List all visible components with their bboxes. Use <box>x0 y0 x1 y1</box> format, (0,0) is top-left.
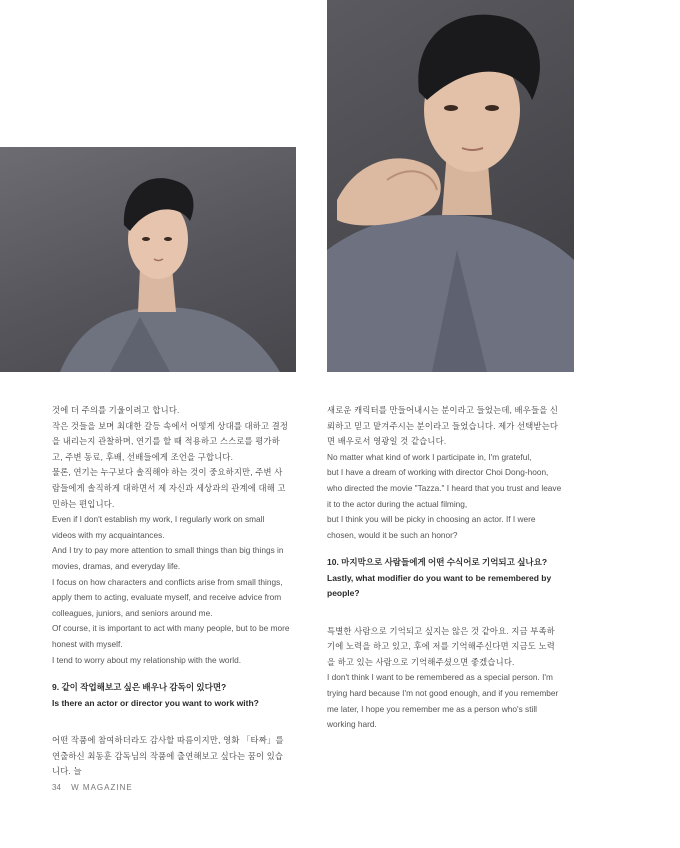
portrait-photo-left <box>0 147 296 372</box>
portrait-illustration-right <box>327 0 574 372</box>
paragraph-en: Of course, it is important to act with many people, but to be more honest with myself. <box>52 623 290 649</box>
portrait-illustration-left <box>0 147 296 372</box>
page-footer <box>52 783 133 792</box>
answer-9-ko: 어떤 작품에 참여하더라도 감사할 따름이지만, 영화 「타짜」를 연출하신 최동훈 감독님의 작품에 출연해보고 싶다는 꿈이 있습니다. 늘 <box>52 734 284 777</box>
question-9-en: Is there an actor or director you want to work with? <box>52 697 259 708</box>
text-column-left <box>52 403 290 780</box>
paragraph-en: I focus on how characters and conflicts arise from small things, apply them to acting, evaluate myself, and receive advice from colleagues, juniors, and seniors around me. <box>52 576 283 618</box>
page-number: 34 <box>52 783 61 792</box>
paragraph-ko: 작은 것들을 보며 최대한 갈등 속에서 어떻게 상대를 대하고 결정을 내리는지 관찰하며, 연기를 할 때 적용하고 스스로를 평가하고, 주변 동료, 후배, 선배들에게 조언을 구합니다. <box>52 420 289 462</box>
answer-9-en: No matter what kind of work I participate in, I'm grateful, <box>327 451 532 462</box>
question-9-ko: 9. 같이 작업해보고 싶은 배우나 감독이 있다면? <box>52 682 227 693</box>
answer-9-en: but I have a dream of working with director Choi Dong-hoon, who directed the movie "Tazza." I heard that you trust and leave it to the actor during the actual filming, <box>327 467 562 509</box>
question-10-en: Lastly, what modifier do you want to be remembered by people? <box>327 572 552 599</box>
paragraph-en: Even if I don't establish my work, I regularly work on small videos with my acquaintances. <box>52 514 265 540</box>
paragraph-en: I tend to worry about my relationship with the world. <box>52 654 242 665</box>
paragraph-en: And I try to pay more attention to small things than big things in movies, dramas, and everyday life. <box>52 545 284 571</box>
paragraph-ko: 물론, 연기는 누구보다 솔직해야 하는 것이 중요하지만, 주변 사람들에게 솔직하게 대하면서 제 자신과 세상과의 관계에 대해 고민하는 편입니다. <box>52 467 286 509</box>
paragraph-ko: 것에 더 주의를 기울이려고 합니다. <box>52 405 180 415</box>
magazine-name: W MAGAZINE <box>71 783 133 792</box>
answer-10-en: I don't think I want to be remembered as a special person. I'm trying hard because I'm not good enough, and if you remember me later, I hope you remember me as a person who's still working hard. <box>327 672 559 730</box>
answer-9-en: but I think you will be picky in choosing an actor. If I were chosen, would it be such an honor? <box>327 514 536 540</box>
portrait-photo-right <box>327 0 574 372</box>
answer-9-ko-continued: 새로운 캐릭터를 만들어내시는 분이라고 들었는데, 배우들을 신뢰하고 믿고 맡겨주시는 분이라고 들었습니다. 제가 선택받는다면 배우로서 영광일 것 같습니다. <box>327 405 559 447</box>
text-column-right <box>327 403 562 733</box>
answer-10-ko: 특별한 사람으로 기억되고 싶지는 않은 것 같아요. 지금 부족하기에 노력을 하고 있고, 후에 저를 기억해주신다면 지금도 노력을 하고 있는 사람으로 기억해주셨으면 좋겠습니다. <box>327 625 555 667</box>
question-10-ko: 10. 마지막으로 사람들에게 어떤 수식어로 기억되고 싶나요? <box>327 557 548 568</box>
